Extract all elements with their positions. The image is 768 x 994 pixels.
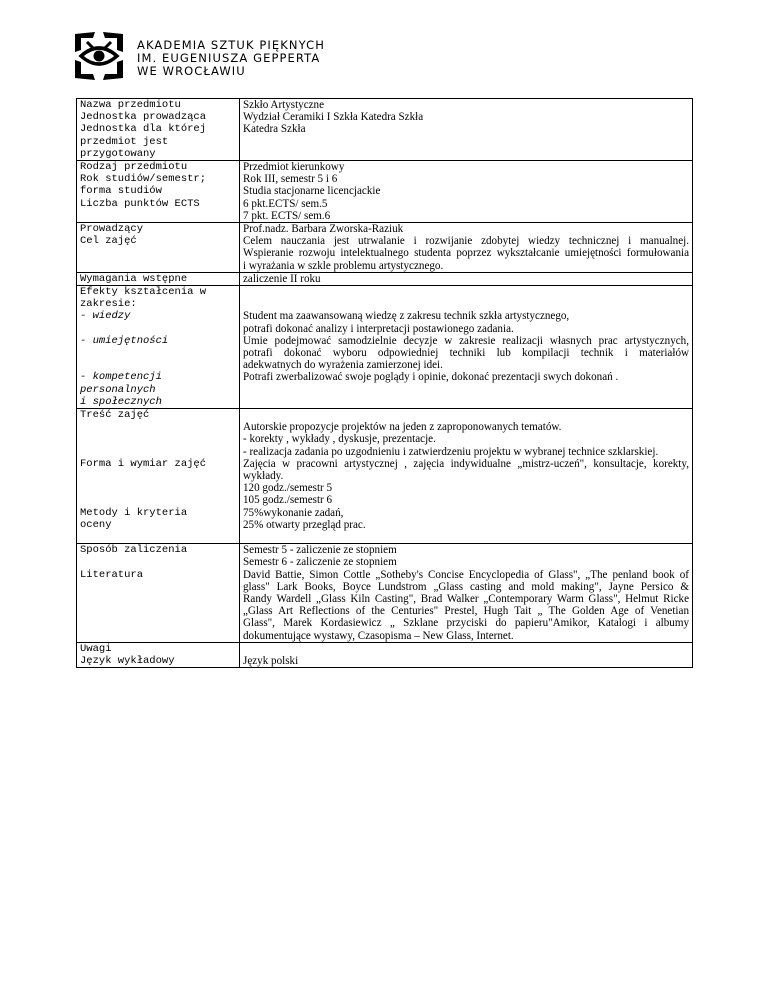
label-line: oceny [80,518,112,531]
value-line: adekwatnych do wyrażenia zamierzonej idei. [243,359,443,372]
value-line: Student ma zaawansowaną wiedzę z zakresu technik szkła artystycznego, [243,310,570,323]
value-line: - realizacja zadania po uzgodnieniu i zatwierdzeniu projektu w wybranej technice szklarskiej. [243,445,659,458]
syllabus-table [76,98,693,668]
label-line: Sposób zaliczenia [80,544,188,557]
value-line: - korekty , wykłady , dyskusje, prezentacje. [243,433,436,446]
label-line: Efekty kształcenia w [80,286,207,299]
value-line: Wspieranie rozwoju intelektualnego studenta poprzez wykształcanie umiejętności formułowania [243,247,689,260]
label-line: Literatura [80,568,144,581]
value-line: Semestr 6 - zaliczenie ze stopniem [243,556,397,569]
value-line: i wyrażania w szkle problemu artystycznego. [243,259,444,272]
value-line: Szkło Artystyczne [243,99,325,111]
label-line: Liczba punktów ECTS [80,197,200,210]
value-line: wykłady. [243,470,284,483]
row-label [77,544,240,643]
row-value [240,223,693,273]
row-label [77,161,240,223]
value-line: Autorskie propozycje projektów na jeden z zaproponowanych tematów. [243,421,562,434]
label-line: personalnych [80,383,156,396]
value-line: Glass", Marek Kordasiewicz „ Szklane przyciski do papieru"Amikor, Katalogi i albumy [243,617,689,630]
table-row [77,409,693,544]
label-line: i społecznych [80,395,162,408]
row-value [240,99,693,161]
value-line: potrafi dokonać analizy i interpretacji postawionego zadania. [243,322,514,335]
value-line: zaliczenie II roku [243,272,321,285]
value-line: Umie podejmować samodzielnie decyzje w zakresie realizacji własnych prac artystycznych, [243,334,689,347]
row-label [77,223,240,273]
label-line: Metody i kryteria [80,506,188,519]
row-label [77,642,240,667]
value-line: David Battie, Simon Cottle „Sotheby's Concise Encyclopedia of Glass", „The penland book of [243,568,689,581]
table-row [77,161,693,223]
value-line: Zajęcia w pracowni artystycznej , zajęcia indywidualne „mistrz-uczeń", konsultacje, korekty, [243,457,689,470]
value-line: 6 pkt.ECTS/ sem.5 [243,197,328,210]
value-line: Rok III, semestr 5 i 6 [243,173,338,186]
label-line: Uwagi [80,642,112,655]
value-line: glass" Lark Books, Boyce Lundstrom „Glass casting and mold making", Jayne Persico & [243,580,689,593]
row-label [77,99,240,161]
academy-name-line: WE WROCŁAWIU [137,64,246,78]
label-line: - wiedzy [80,310,131,323]
label-line: Forma i wymiar zajęć [80,457,207,470]
label-line: Treść zajęć [80,409,150,422]
label-line: Nazwa przedmiotu [80,99,181,111]
table-row [77,223,693,273]
value-line: 7 pkt. ECTS/ sem.6 [243,209,331,222]
label-line: zakresie: [80,298,137,311]
row-label [77,272,240,285]
label-line: forma studiów [80,185,162,198]
value-line: Randy Wardell „Glass Kiln Casting", Brad Walker „Contemporary Warm Glass", Helmut Ricke [243,593,689,606]
row-label [77,409,240,544]
row-value [240,161,693,223]
label-line: Cel zajęć [80,235,137,248]
row-value [240,409,693,544]
label-line: Jednostka dla której [80,123,207,136]
label-line: przygotowany [80,147,156,160]
label-line: Rodzaj przedmiotu [80,161,188,174]
label-line: Jednostka prowadząca [80,111,207,124]
value-line: Wydział Ceramiki I Szkła Katedra Szkła [243,111,424,124]
label-line: - kompetencji [80,371,162,384]
row-value [240,544,693,643]
table-row [77,286,693,409]
value-line: Język polski [243,655,299,668]
academy-name [137,39,477,78]
value-line: Celem nauczania jest utrwalanie i rozwijanie zdobytej wiedzy technicznej i manualnej. [243,235,689,248]
table-row [77,272,693,285]
table-row [77,544,693,643]
value-line: Semestr 5 - zaliczenie ze stopniem [243,544,397,557]
value-line: 120 godz./semestr 5 [243,482,333,495]
value-line: 105 godz./semestr 6 [243,494,333,507]
academy-name-line: AKADEMIA SZTUK PIĘKNYCH [137,38,325,52]
row-value [240,642,693,667]
table-row [77,642,693,667]
label-line: przedmiot jest [80,135,169,148]
table-row [77,99,693,161]
row-value [240,286,693,409]
value-line: „Glass Art Reflections of the Centuries" Prestel, Hugh Tait „ The Golden Age of Venetian [243,605,689,618]
value-line: Potrafi zwerbalizować swoje poglądy i opinie, dokonać prezentacji swych dokonań . [243,371,619,384]
label-line: Język wykładowy [80,655,175,668]
label-line: Wymagania wstępne [80,272,188,285]
row-value [240,272,693,285]
value-line: Przedmiot kierunkowy [243,161,345,174]
value-line: Prof.nadz. Barbara Zworska-Raziuk [243,223,404,236]
value-line: potrafi dokonać wyboru odpowiedniej techniki lub kompilacji technik i materiałów [243,347,689,360]
row-label [77,286,240,409]
academy-name-line: IM. EUGENIUSZA GEPPERTA [137,51,321,65]
label-line: - umiejętności [80,334,169,347]
value-line: Katedra Szkła [243,123,306,136]
value-line: 75%wykonanie zadań, [243,506,344,519]
label-line: Rok studiów/semestr; [80,173,207,186]
value-line: 25% otwarty przegląd prac. [243,518,366,531]
label-line: Prowadzący [80,223,144,236]
academy-emblem-icon [73,30,125,82]
value-line: dokumentujące wystawy, Czasopisma – New Glass, Internet. [243,629,514,642]
value-line: Studia stacjonarne licencjackie [243,185,381,198]
